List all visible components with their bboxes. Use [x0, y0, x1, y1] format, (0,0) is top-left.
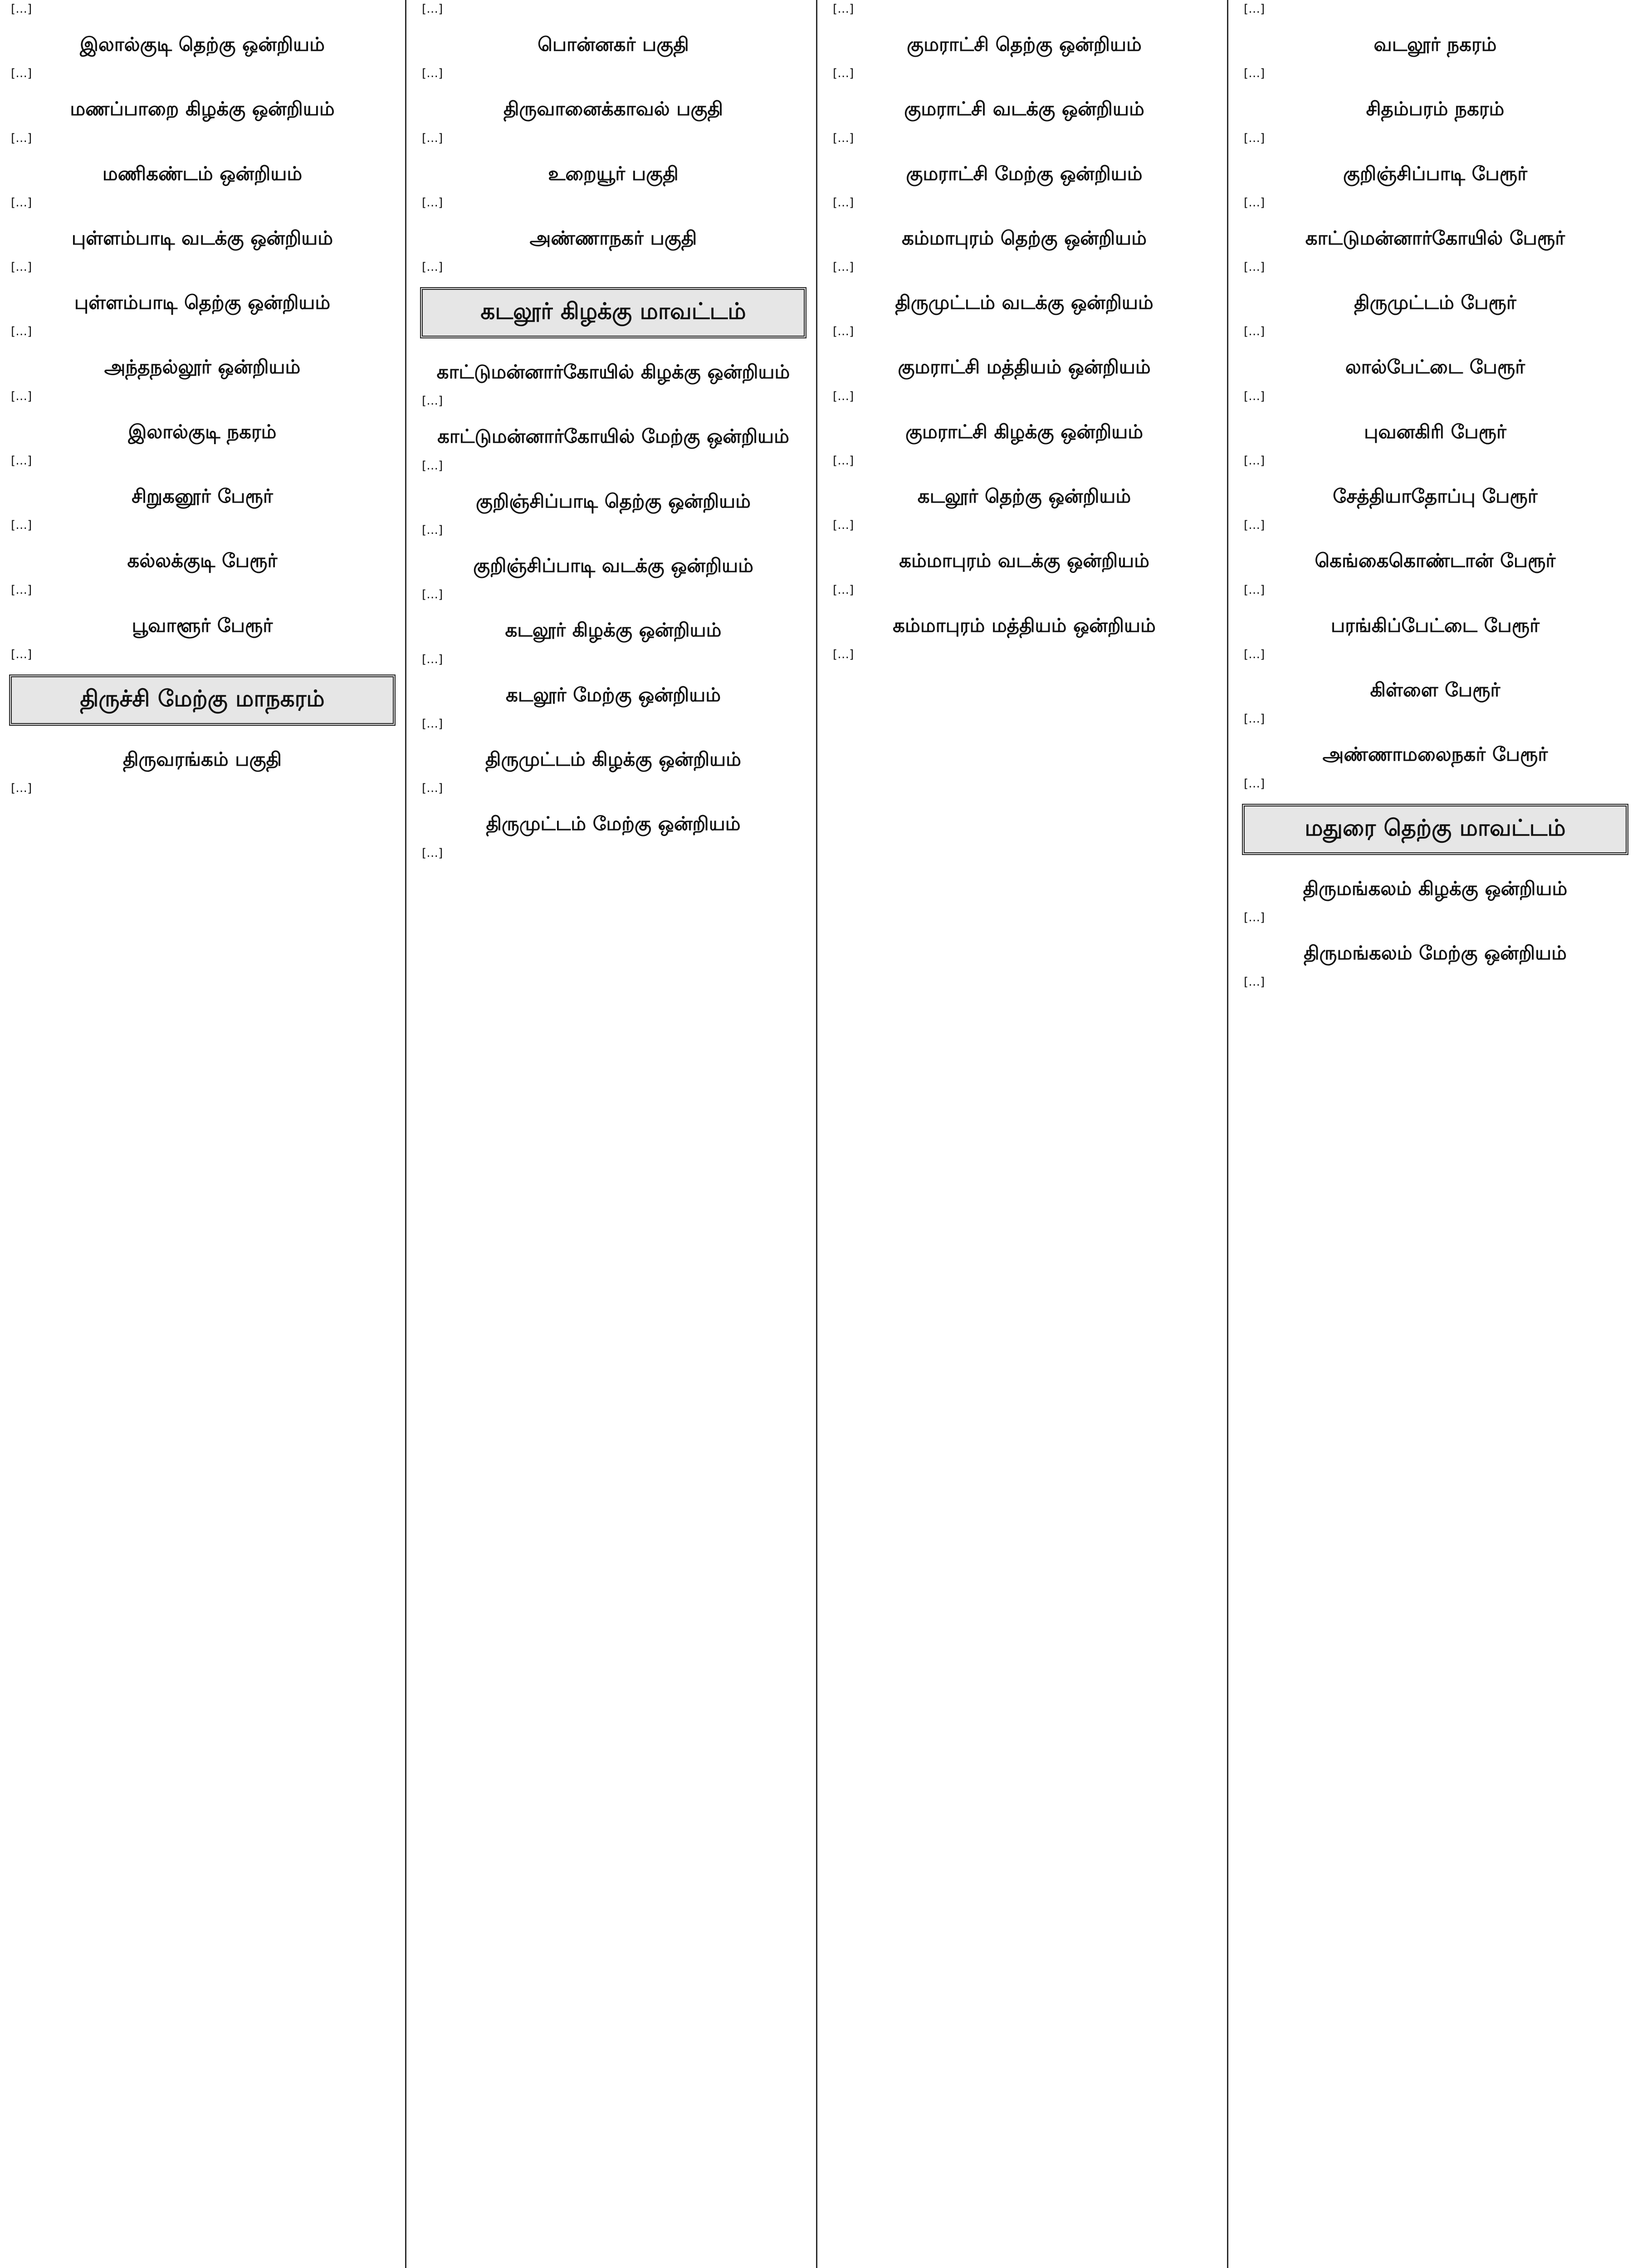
section-heading: சேத்தியாதோப்பு பேரூர்: [1333, 485, 1538, 508]
column-4: [1239, 0, 1631, 2268]
section-heading: பரங்கிப்பேட்டை பேரூர்: [1330, 614, 1540, 636]
section-heading: காட்டுமன்னார்கோயில் மேற்கு ஒன்றியம்: [437, 425, 789, 448]
section-heading: குறிஞ்சிப்பாடி வடக்கு ஒன்றியம்: [473, 554, 753, 577]
body-paragraph: […]: [1244, 325, 1265, 339]
section-heading: கடலூர் மேற்கு ஒன்றியம்: [505, 683, 721, 706]
section-heading: புள்ளம்பாடி தெற்கு ஒன்றியம்: [74, 291, 331, 314]
body-paragraph: […]: [1244, 196, 1265, 210]
district-heading: கடலூர் கிழக்கு மாவட்டம்: [420, 287, 806, 338]
section-heading: திருவரங்கம் பகுதி: [122, 748, 282, 770]
section-heading: அந்தநல்லூர் ஒன்றியம்: [104, 356, 301, 378]
section-heading: திருமுட்டம் மேற்கு ஒன்றியம்: [486, 812, 741, 835]
section-heading: கெங்கைகொண்டான் பேரூர்: [1315, 549, 1556, 572]
column-3: [828, 0, 1220, 2268]
body-paragraph: […]: [422, 523, 443, 538]
body-paragraph: […]: [833, 583, 854, 597]
body-paragraph: […]: [422, 652, 443, 666]
section-heading: திருவானைக்காவல் பகுதி: [503, 98, 723, 120]
body-paragraph: […]: [1244, 910, 1265, 924]
section-heading: உறையூர் பகுதி: [548, 162, 679, 185]
section-heading: இலால்குடி தெற்கு ஒன்றியம்: [80, 33, 325, 55]
body-paragraph: […]: [11, 647, 32, 661]
body-paragraph: […]: [11, 389, 32, 403]
body-paragraph: […]: [1244, 131, 1265, 145]
body-paragraph: […]: [833, 389, 854, 403]
section-heading: இலால்குடி நகரம்: [128, 420, 277, 443]
body-paragraph: […]: [833, 196, 854, 210]
body-paragraph: […]: [1244, 777, 1265, 791]
body-paragraph: […]: [422, 782, 443, 796]
section-heading: திருமங்கலம் கிழக்கு ஒன்றியம்: [1303, 877, 1568, 899]
body-paragraph: […]: [1244, 975, 1265, 989]
body-paragraph: […]: [833, 260, 854, 274]
section-heading: மணிகண்டம் ஒன்றியம்: [102, 162, 303, 185]
section-heading: சிறுகனூர் பேரூர்: [132, 485, 273, 508]
body-paragraph: […]: [833, 2, 854, 16]
section-heading: திருமுட்டம் வடக்கு ஒன்றியம்: [895, 291, 1153, 314]
section-heading: கல்லக்குடி பேரூர்: [127, 549, 278, 572]
section-heading: சிதம்பரம் நகரம்: [1366, 98, 1505, 120]
section-heading: புவனகிரி பேரூர்: [1364, 420, 1506, 443]
body-paragraph: […]: [833, 518, 854, 533]
body-paragraph: […]: [1244, 389, 1265, 403]
body-paragraph: […]: [1244, 712, 1265, 726]
body-paragraph: […]: [422, 717, 443, 731]
column-2: [417, 0, 809, 2268]
body-paragraph: […]: [11, 454, 32, 468]
section-heading: குமராட்சி வடக்கு ஒன்றியம்: [904, 98, 1144, 120]
body-paragraph: […]: [11, 518, 32, 533]
body-paragraph: […]: [422, 131, 443, 145]
body-paragraph: […]: [11, 67, 32, 81]
column-divider: [1227, 0, 1228, 2268]
body-paragraph: […]: [422, 459, 443, 473]
body-paragraph: […]: [1244, 260, 1265, 274]
section-heading: பூவாளூர் பேரூர்: [132, 614, 273, 636]
body-paragraph: […]: [11, 131, 32, 145]
body-paragraph: […]: [11, 583, 32, 597]
district-heading: மதுரை தெற்கு மாவட்டம்: [1242, 804, 1628, 855]
section-heading: லால்பேட்டை பேரூர்: [1345, 356, 1525, 378]
body-paragraph: […]: [833, 67, 854, 81]
section-heading: கிள்ளை பேரூர்: [1370, 678, 1500, 701]
column-1: [6, 0, 398, 2268]
body-paragraph: […]: [833, 454, 854, 468]
section-heading: கம்மாபுரம் வடக்கு ஒன்றியம்: [899, 549, 1149, 572]
section-heading: புள்ளம்பாடி வடக்கு ஒன்றியம்: [71, 226, 333, 249]
section-heading: காட்டுமன்னார்கோயில் கிழக்கு ஒன்றியம்: [436, 361, 790, 383]
body-paragraph: […]: [1244, 518, 1265, 533]
section-heading: குமராட்சி மேற்கு ஒன்றியம்: [906, 162, 1143, 185]
body-paragraph: […]: [422, 846, 443, 860]
section-heading: பொன்னகர் பகுதி: [538, 33, 689, 55]
section-heading: அண்ணாநகர் பகுதி: [529, 226, 697, 249]
section-heading: குமராட்சி மத்தியம் ஒன்றியம்: [898, 356, 1151, 378]
section-heading: திருமுட்டம் பேரூர்: [1354, 291, 1516, 314]
body-paragraph: […]: [422, 2, 443, 16]
section-heading: கம்மாபுரம் மத்தியம் ஒன்றியம்: [893, 614, 1156, 636]
section-heading: கடலூர் கிழக்கு ஒன்றியம்: [505, 619, 722, 641]
section-heading: குமராட்சி கிழக்கு ஒன்றியம்: [905, 420, 1144, 443]
body-paragraph: […]: [1244, 2, 1265, 16]
body-paragraph: […]: [11, 2, 32, 16]
body-paragraph: […]: [833, 647, 854, 661]
body-paragraph: […]: [11, 196, 32, 210]
body-paragraph: […]: [1244, 583, 1265, 597]
body-paragraph: […]: [833, 325, 854, 339]
section-heading: குறிஞ்சிப்பாடி பேரூர்: [1343, 162, 1528, 185]
body-paragraph: […]: [11, 260, 32, 274]
district-heading: திருச்சி மேற்கு மாநகரம்: [9, 675, 396, 726]
body-paragraph: […]: [1244, 67, 1265, 81]
section-heading: அண்ணாமலைநகர் பேரூர்: [1322, 743, 1548, 766]
section-heading: திருமுட்டம் கிழக்கு ஒன்றியம்: [485, 748, 741, 770]
section-heading: மணப்பாறை கிழக்கு ஒன்றியம்: [70, 98, 335, 120]
body-paragraph: […]: [422, 588, 443, 602]
body-paragraph: […]: [11, 325, 32, 339]
section-heading: காட்டுமன்னார்கோயில் பேரூர்: [1305, 226, 1565, 249]
body-paragraph: […]: [422, 394, 443, 408]
section-heading: குறிஞ்சிப்பாடி தெற்கு ஒன்றியம்: [476, 489, 751, 512]
section-heading: வடலூர் நகரம்: [1373, 33, 1497, 55]
body-paragraph: […]: [1244, 647, 1265, 661]
body-paragraph: […]: [422, 196, 443, 210]
body-paragraph: […]: [422, 67, 443, 81]
body-paragraph: […]: [833, 131, 854, 145]
body-paragraph: […]: [422, 260, 443, 274]
body-paragraph: […]: [11, 782, 32, 796]
section-heading: திருமங்கலம் மேற்கு ஒன்றியம்: [1304, 941, 1567, 964]
column-divider: [816, 0, 817, 2268]
section-heading: கம்மாபுரம் தெற்கு ஒன்றியம்: [902, 226, 1147, 249]
section-heading: கடலூர் தெற்கு ஒன்றியம்: [917, 485, 1131, 508]
section-heading: குமராட்சி தெற்கு ஒன்றியம்: [907, 33, 1142, 55]
column-divider: [405, 0, 406, 2268]
body-paragraph: […]: [1244, 454, 1265, 468]
